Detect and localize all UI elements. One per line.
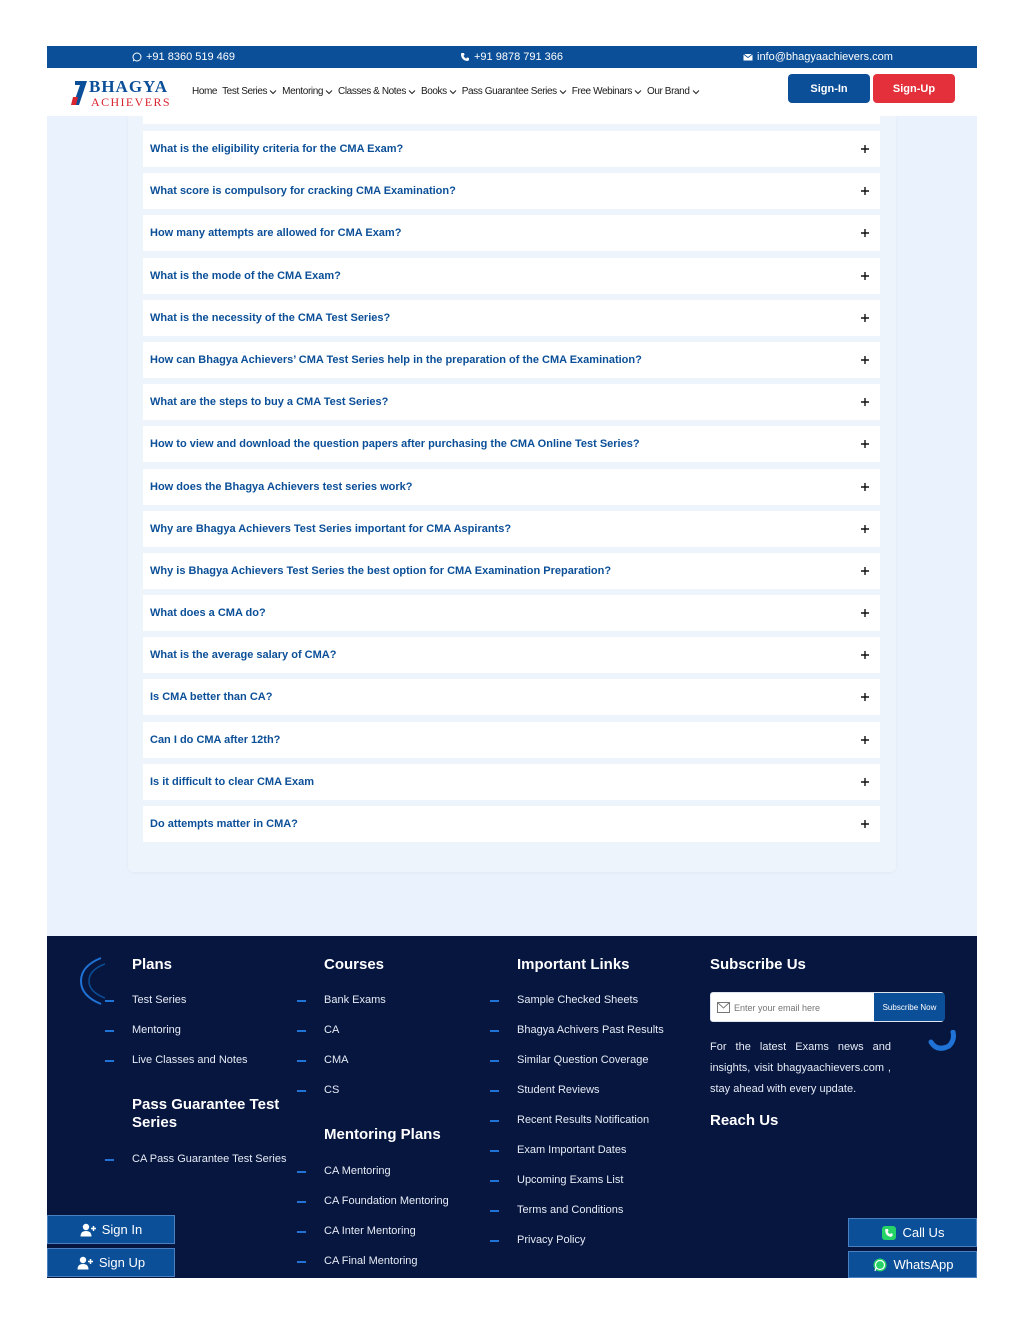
faq-question: What is the eligibility criteria for the CMA Exam? xyxy=(150,143,404,155)
nav-item-label: Books xyxy=(420,86,447,97)
list-bullet xyxy=(297,1000,306,1002)
footer-link-bhagya-achivers-past-results[interactable]: Bhagya Achivers Past Results xyxy=(517,1024,664,1036)
contact-email[interactable] xyxy=(743,51,893,63)
nav-item-label: Free Webinars xyxy=(571,86,632,97)
chevron-down-icon xyxy=(559,88,567,96)
faq-item-previous-edge xyxy=(143,116,880,124)
faq-question: How to view and download the question papers after purchasing the CMA Online Test Series? xyxy=(150,438,640,451)
faq-item[interactable] xyxy=(143,300,880,336)
plus-icon[interactable] xyxy=(860,608,870,618)
faq-question: What is the average salary of CMA? xyxy=(150,649,337,662)
nav-item-books[interactable] xyxy=(421,86,457,97)
list-bullet xyxy=(105,1000,114,1002)
plus-icon[interactable] xyxy=(860,735,870,745)
decorative-curve-icon xyxy=(927,1030,957,1054)
footer-link-ca[interactable]: CA xyxy=(324,1024,340,1036)
list-bullet xyxy=(297,1090,306,1092)
footer-link-mentoring[interactable]: Mentoring xyxy=(132,1024,181,1036)
phone-icon xyxy=(460,52,470,62)
list-bullet xyxy=(105,1159,114,1161)
nav-item-our-brand[interactable] xyxy=(647,86,700,97)
main-nav xyxy=(192,86,705,97)
decorative-arc-icon xyxy=(79,956,105,1006)
footer-link-live-classes[interactable]: Live Classes and Notes xyxy=(132,1054,248,1066)
footer-link-terms-and-conditions[interactable]: Terms and Conditions xyxy=(517,1204,624,1216)
plus-icon[interactable] xyxy=(860,650,870,660)
plus-icon[interactable] xyxy=(860,482,870,492)
nav-item-label: Home xyxy=(192,86,218,97)
faq-item[interactable] xyxy=(143,553,880,589)
list-bullet xyxy=(490,1240,499,1242)
nav-item-label: Pass Guarantee Series xyxy=(461,86,557,97)
contact-phone-1[interactable] xyxy=(132,51,235,63)
envelope-icon xyxy=(743,52,753,62)
faq-question: Is CMA better than CA? xyxy=(150,691,273,704)
brand-tagline: ACHIEVERS xyxy=(91,95,171,109)
faq-item[interactable] xyxy=(143,595,880,631)
faq-question: Why is Bhagya Achievers Test Series the best option for CMA Examination Preparation? xyxy=(150,564,612,577)
faq-question: Do attempts matter in CMA? xyxy=(150,818,298,830)
faq-item[interactable] xyxy=(143,384,880,420)
faq-item[interactable] xyxy=(143,258,880,294)
list-bullet xyxy=(490,1210,499,1212)
list-bullet xyxy=(297,1201,306,1203)
footer-link-ca-pass-guarantee[interactable]: CA Pass Guarantee Test Series xyxy=(132,1153,287,1165)
faq-item[interactable] xyxy=(143,722,880,758)
list-bullet xyxy=(490,1030,499,1032)
footer-link-bank-exams[interactable]: Bank Exams xyxy=(324,994,386,1006)
faq-item[interactable] xyxy=(143,806,880,842)
nav-item-free-webinars[interactable] xyxy=(572,86,642,97)
faq-question: Can I do CMA after 12th? xyxy=(150,733,281,746)
footer-link-ca-inter-mentoring[interactable]: CA Inter Mentoring xyxy=(324,1225,416,1237)
faq-item[interactable] xyxy=(143,637,880,673)
contact-phone-2[interactable] xyxy=(460,51,563,63)
footer-link-test-series[interactable]: Test Series xyxy=(132,994,187,1006)
footer-link-sample-checked-sheets[interactable]: Sample Checked Sheets xyxy=(517,994,639,1006)
footer-link-ca-final-mentoring[interactable]: CA Final Mentoring xyxy=(324,1255,418,1267)
list-bullet xyxy=(490,1060,499,1062)
footer-link-ca-mentoring[interactable]: CA Mentoring xyxy=(324,1165,391,1177)
footer-pass-guarantee-title: Pass Guarantee Test Series xyxy=(132,1096,280,1131)
faq-item[interactable] xyxy=(143,511,880,547)
chevron-down-icon xyxy=(692,88,700,96)
nav-item-mentoring[interactable] xyxy=(282,86,333,97)
brand-logo[interactable] xyxy=(71,77,171,109)
nav-item-pass-guarantee-series[interactable] xyxy=(462,86,567,97)
plus-icon[interactable] xyxy=(860,439,870,449)
plus-icon[interactable] xyxy=(860,777,870,787)
list-bullet xyxy=(490,1150,499,1152)
whatsapp-icon xyxy=(872,1258,888,1272)
floating-sign-in-button[interactable] xyxy=(47,1215,175,1244)
footer-link-privacy-policy[interactable]: Privacy Policy xyxy=(517,1234,586,1246)
floating-call-us-button[interactable] xyxy=(848,1218,977,1247)
footer-link-upcoming-exams-list[interactable]: Upcoming Exams List xyxy=(517,1174,624,1186)
chevron-down-icon xyxy=(449,88,457,96)
footer-link-cma[interactable]: CMA xyxy=(324,1054,349,1066)
contact-phone-1-text: +91 8360 519 469 xyxy=(146,51,236,63)
add-user-icon xyxy=(77,1256,93,1270)
subscribe-description: For the latest Exams news and insights, visit bhagyaachievers.com , stay ahead with every update. xyxy=(710,1041,891,1095)
faq-question: How does the Bhagya Achievers test series work? xyxy=(150,480,413,493)
faq-item[interactable] xyxy=(143,131,880,167)
subscribe-now-button[interactable]: Subscribe Now xyxy=(874,993,945,1021)
faq-item[interactable] xyxy=(143,469,880,505)
footer-link-ca-foundation-mentoring[interactable]: CA Foundation Mentoring xyxy=(324,1195,449,1207)
plus-icon[interactable] xyxy=(860,186,870,196)
list-bullet xyxy=(297,1030,306,1032)
add-user-icon xyxy=(80,1223,96,1237)
header-sign-up-button[interactable]: Sign-Up xyxy=(873,74,955,103)
plus-icon[interactable] xyxy=(860,566,870,576)
plus-icon[interactable] xyxy=(860,313,870,323)
floating-call-us-label: Call Us xyxy=(902,1225,945,1240)
list-bullet xyxy=(297,1171,306,1173)
list-bullet xyxy=(105,1060,114,1062)
chevron-down-icon xyxy=(269,88,277,96)
footer xyxy=(47,936,977,1278)
chevron-down-icon xyxy=(325,88,333,96)
list-bullet xyxy=(297,1261,306,1263)
list-bullet xyxy=(297,1231,306,1233)
faq-question: What is the necessity of the CMA Test Series? xyxy=(150,311,391,324)
footer-link-student-reviews[interactable]: Student Reviews xyxy=(517,1084,600,1096)
whatsapp-icon xyxy=(132,52,142,62)
plus-icon[interactable] xyxy=(860,271,870,281)
contact-phone-2-text: +91 9878 791 366 xyxy=(474,51,564,63)
nav-item-label: Test Series xyxy=(222,86,268,97)
chevron-down-icon xyxy=(634,88,642,96)
footer-plans-title: Plans xyxy=(132,956,173,973)
nav-item-test-series[interactable] xyxy=(222,86,277,97)
plus-icon[interactable] xyxy=(860,355,870,365)
faq-item[interactable] xyxy=(143,173,880,209)
page xyxy=(47,46,977,1278)
footer-courses-title: Courses xyxy=(324,956,385,973)
faq-question: How many attempts are allowed for CMA Exam? xyxy=(150,227,402,240)
faq-item[interactable] xyxy=(143,764,880,800)
footer-link-cs[interactable]: CS xyxy=(324,1084,340,1096)
footer-important-links-title: Important Links xyxy=(517,956,630,973)
brand-name: BHAGYA xyxy=(89,77,169,96)
brand-mark-icon xyxy=(71,79,89,105)
list-bullet xyxy=(490,1120,499,1122)
faq-question: What is the mode of the CMA Exam? xyxy=(150,269,341,282)
faq-item[interactable] xyxy=(143,342,880,378)
footer-link-similar-question-coverage[interactable]: Similar Question Coverage xyxy=(517,1054,649,1066)
plus-icon[interactable] xyxy=(860,228,870,238)
contact-email-text: info@bhagyaachievers.com xyxy=(757,51,893,63)
list-bullet xyxy=(490,1000,499,1002)
floating-sign-in-label: Sign In xyxy=(101,1222,143,1237)
floating-whatsapp-label: WhatsApp xyxy=(893,1257,954,1272)
faq-item[interactable] xyxy=(143,679,880,715)
list-bullet xyxy=(490,1180,499,1182)
subscribe-form xyxy=(710,992,944,1022)
contact-bar xyxy=(47,46,977,68)
footer-link-recent-results-notification[interactable]: Recent Results Notification xyxy=(517,1114,650,1126)
faq-question: How can Bhagya Achievers’ CMA Test Series help in the preparation of the CMA Examination? xyxy=(150,353,642,366)
navbar xyxy=(47,68,977,116)
footer-mentoring-plans-title: Mentoring Plans xyxy=(324,1126,441,1143)
plus-icon[interactable] xyxy=(860,144,870,154)
phone-icon xyxy=(881,1226,897,1240)
plus-icon[interactable] xyxy=(860,397,870,407)
list-bullet xyxy=(490,1090,499,1092)
faq-item[interactable] xyxy=(143,215,880,251)
faq-question: Why are Bhagya Achievers Test Series important for CMA Aspirants? xyxy=(150,522,512,535)
plus-icon[interactable] xyxy=(860,819,870,829)
faq-question: Is it difficult to clear CMA Exam xyxy=(150,775,315,788)
header-sign-in-button[interactable]: Sign-In xyxy=(788,74,870,103)
faq-question: What does a CMA do? xyxy=(150,607,266,620)
faq-question: What are the steps to buy a CMA Test Series? xyxy=(150,396,389,409)
nav-item-label: Classes & Notes xyxy=(338,86,406,97)
list-bullet xyxy=(105,1030,114,1032)
faq-list xyxy=(143,131,880,848)
subscribe-email-input[interactable] xyxy=(734,999,870,1017)
floating-whatsapp-button[interactable] xyxy=(848,1251,977,1278)
footer-subscribe-title: Subscribe Us xyxy=(710,956,806,973)
floating-sign-up-label: Sign Up xyxy=(98,1255,146,1270)
plus-icon[interactable] xyxy=(860,524,870,534)
nav-item-label: Mentoring xyxy=(282,86,324,97)
nav-item-classes-notes[interactable] xyxy=(338,86,416,97)
envelope-icon xyxy=(717,1002,730,1013)
plus-icon[interactable] xyxy=(860,692,870,702)
chevron-down-icon xyxy=(408,88,416,96)
faq-item[interactable] xyxy=(143,426,880,462)
nav-item-label: Our Brand xyxy=(646,86,690,97)
footer-link-exam-important-dates[interactable]: Exam Important Dates xyxy=(517,1144,627,1156)
list-bullet xyxy=(297,1060,306,1062)
footer-reach-us-title: Reach Us xyxy=(710,1112,779,1129)
faq-question: What score is compulsory for cracking CMA Examination? xyxy=(150,185,456,198)
nav-item-home[interactable] xyxy=(192,86,217,97)
floating-sign-up-button[interactable] xyxy=(47,1248,175,1277)
